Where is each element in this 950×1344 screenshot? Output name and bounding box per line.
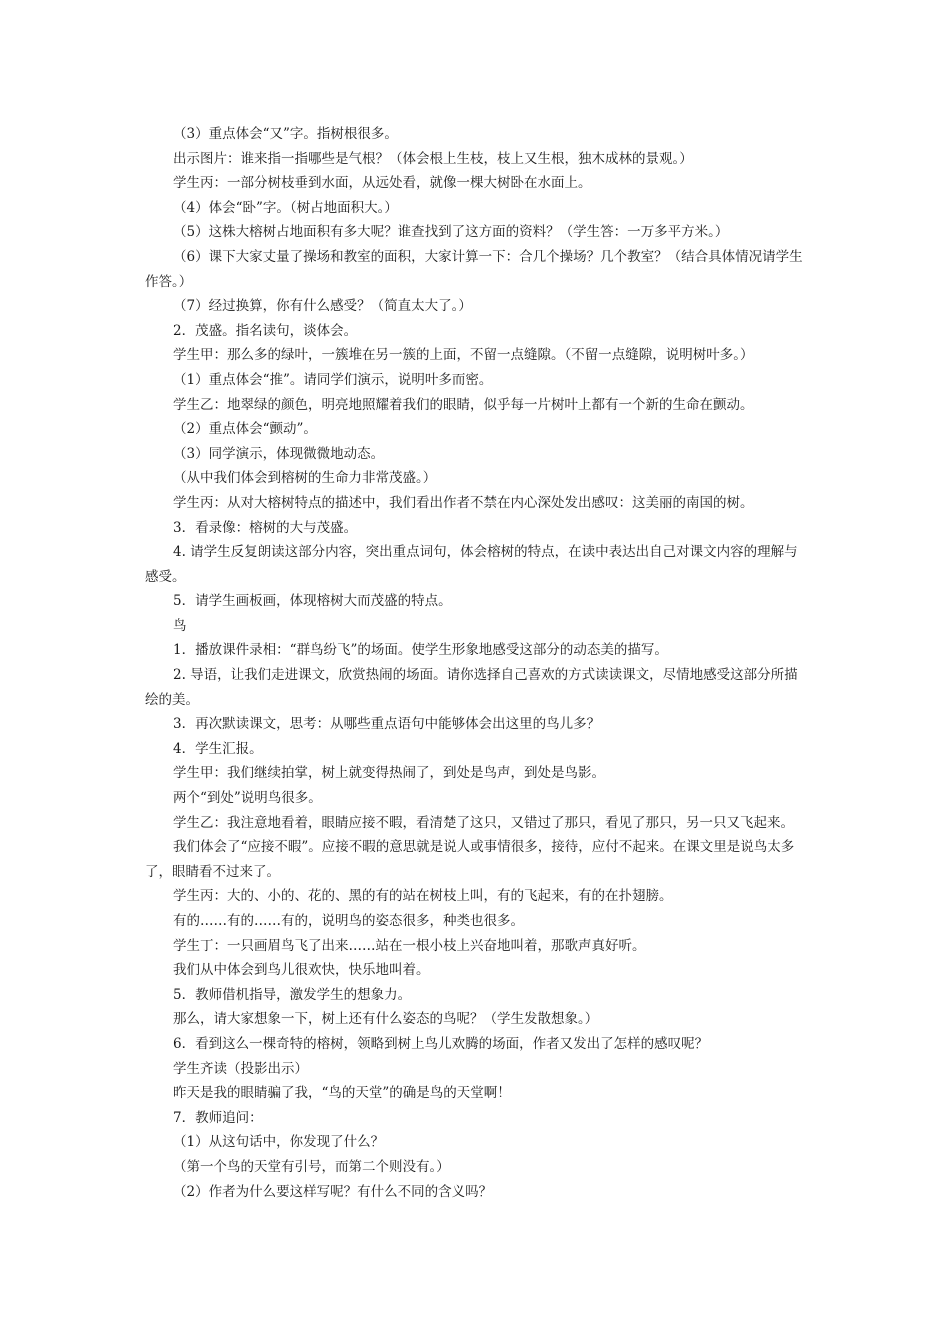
paragraph: 学生丙：一部分树枝垂到水面，从远处看，就像一棵大树卧在水面上。 <box>173 175 592 192</box>
paragraph: 学生甲：我们继续拍掌，树上就变得热闹了，到处是鸟声，到处是鸟影。 <box>173 765 605 782</box>
paragraph: 学生乙：地翠绿的颜色，明亮地照耀着我们的眼睛，似乎每一片树叶上都有一个新的生命在颤动。 <box>173 396 754 413</box>
paragraph: （1）从这句话中，你发现了什么？ <box>173 1134 385 1151</box>
paragraph: 学生齐读（投影出示） <box>173 1060 308 1077</box>
paragraph: （7）经过换算，你有什么感受？（简直太大了。） <box>173 298 472 315</box>
paragraph: 学生丙：从对大榕树特点的描述中，我们看出作者不禁在内心深处发出感叹：这美丽的南国的树。 <box>173 494 754 511</box>
paragraph: 7．教师追问： <box>173 1109 263 1126</box>
paragraph: 4．学生汇报。 <box>173 740 263 757</box>
paragraph: （2）重点体会“颤动”。 <box>173 421 317 438</box>
paragraph: 学生乙：我注意地看着，眼睛应接不暇，看清楚了这只，又错过了那只，看见了那只，另一只又飞起来。 <box>173 814 794 831</box>
paragraph: （1）重点体会“推”。请同学们演示，说明叶多而密。 <box>173 371 493 388</box>
paragraph: （第一个鸟的天堂有引号，而第二个则没有。） <box>173 1158 450 1175</box>
paragraph: （2）作者为什么要这样写呢？有什么不同的含义吗？ <box>173 1183 493 1200</box>
paragraph: （6）课下大家丈量了操场和教室的面积，大家计算一下：合几个操场？几个教室？（结合具体情况请学生作答。） <box>145 248 803 290</box>
paragraph: 5．教师借机指导，激发学生的想象力。 <box>173 986 412 1003</box>
paragraph: 3．看录像：榕树的大与茂盛。 <box>173 519 358 536</box>
paragraph: 1．播放课件录相：“群鸟纷飞”的场面。使学生形象地感受这部分的动态美的描写。 <box>173 642 668 659</box>
paragraph: 出示图片：谁来指一指哪些是气根？（体会根上生枝，枝上又生根，独木成林的景观。） <box>173 150 693 167</box>
paragraph: 学生丙：大的、小的、花的、黑的有的站在树枝上叫，有的飞起来，有的在扑翅膀。 <box>173 888 673 905</box>
paragraph: （5）这株大榕树占地面积有多大呢？谁查找到了这方面的资料？（学生答：一万多平方米。） <box>173 224 729 241</box>
paragraph: 有的……有的……有的，说明鸟的姿态很多，种类也很多。 <box>173 913 524 929</box>
paragraph: 两个“到处”说明鸟很多。 <box>173 790 322 807</box>
paragraph: 我们体会了“应接不暇”。应接不暇的意思就是说人或事情很多，接待，应付不起来。在课文里是说鸟太多了，眼睛看不过来了。 <box>145 839 795 880</box>
paragraph: （3）同学演示，体现微微地动态。 <box>173 445 385 462</box>
paragraph: 学生丁：一只画眉鸟飞了出来……站在一根小枝上兴奋地叫着，那歌声真好听。 <box>173 937 646 954</box>
paragraph: （3）重点体会“又”字。指树根很多。 <box>173 126 398 142</box>
paragraph: 5．请学生画板画，体现榕树大而茂盛的特点。 <box>173 593 452 610</box>
paragraph: 学生甲：那么多的绿叶，一簇堆在另一簇的上面，不留一点缝隙。（不留一点缝隙，说明树叶多。） <box>173 347 754 364</box>
paragraph: 4. 请学生反复朗读这部分内容，突出重点词句，体会榕树的特点，在读中表达出自己对课文内容的理解与感受。 <box>145 544 798 585</box>
paragraph: 3．再次默读课文，思考：从哪些重点语句中能够体会出这里的鸟儿多？ <box>173 716 601 733</box>
paragraph: 6．看到这么一棵奇特的榕树，领略到树上鸟儿欢腾的场面，作者又发出了怎样的感叹呢？ <box>173 1035 709 1052</box>
paragraph: （4）体会“卧”字。（树占地面积大。） <box>173 199 398 216</box>
paragraph: 我们从中体会到鸟儿很欢快，快乐地叫着。 <box>173 962 430 979</box>
paragraph: 那么，请大家想象一下，树上还有什么姿态的鸟呢？（学生发散想象。） <box>173 1011 599 1028</box>
section-heading: 鸟 <box>173 617 187 634</box>
paragraph: （从中我们体会到榕树的生命力非常茂盛。） <box>173 470 437 487</box>
document-body <box>145 122 810 1204</box>
paragraph: 2．茂盛。指名读句，谈体会。 <box>173 322 358 339</box>
paragraph: 昨天是我的眼睛骗了我，“鸟的天堂”的确是鸟的天堂啊！ <box>173 1085 511 1102</box>
paragraph: 2. 导语，让我们走进课文，欣赏热闹的场面。请你选择自己喜欢的方式读读课文，尽情地感受这部分所描绘的美。 <box>145 667 798 708</box>
